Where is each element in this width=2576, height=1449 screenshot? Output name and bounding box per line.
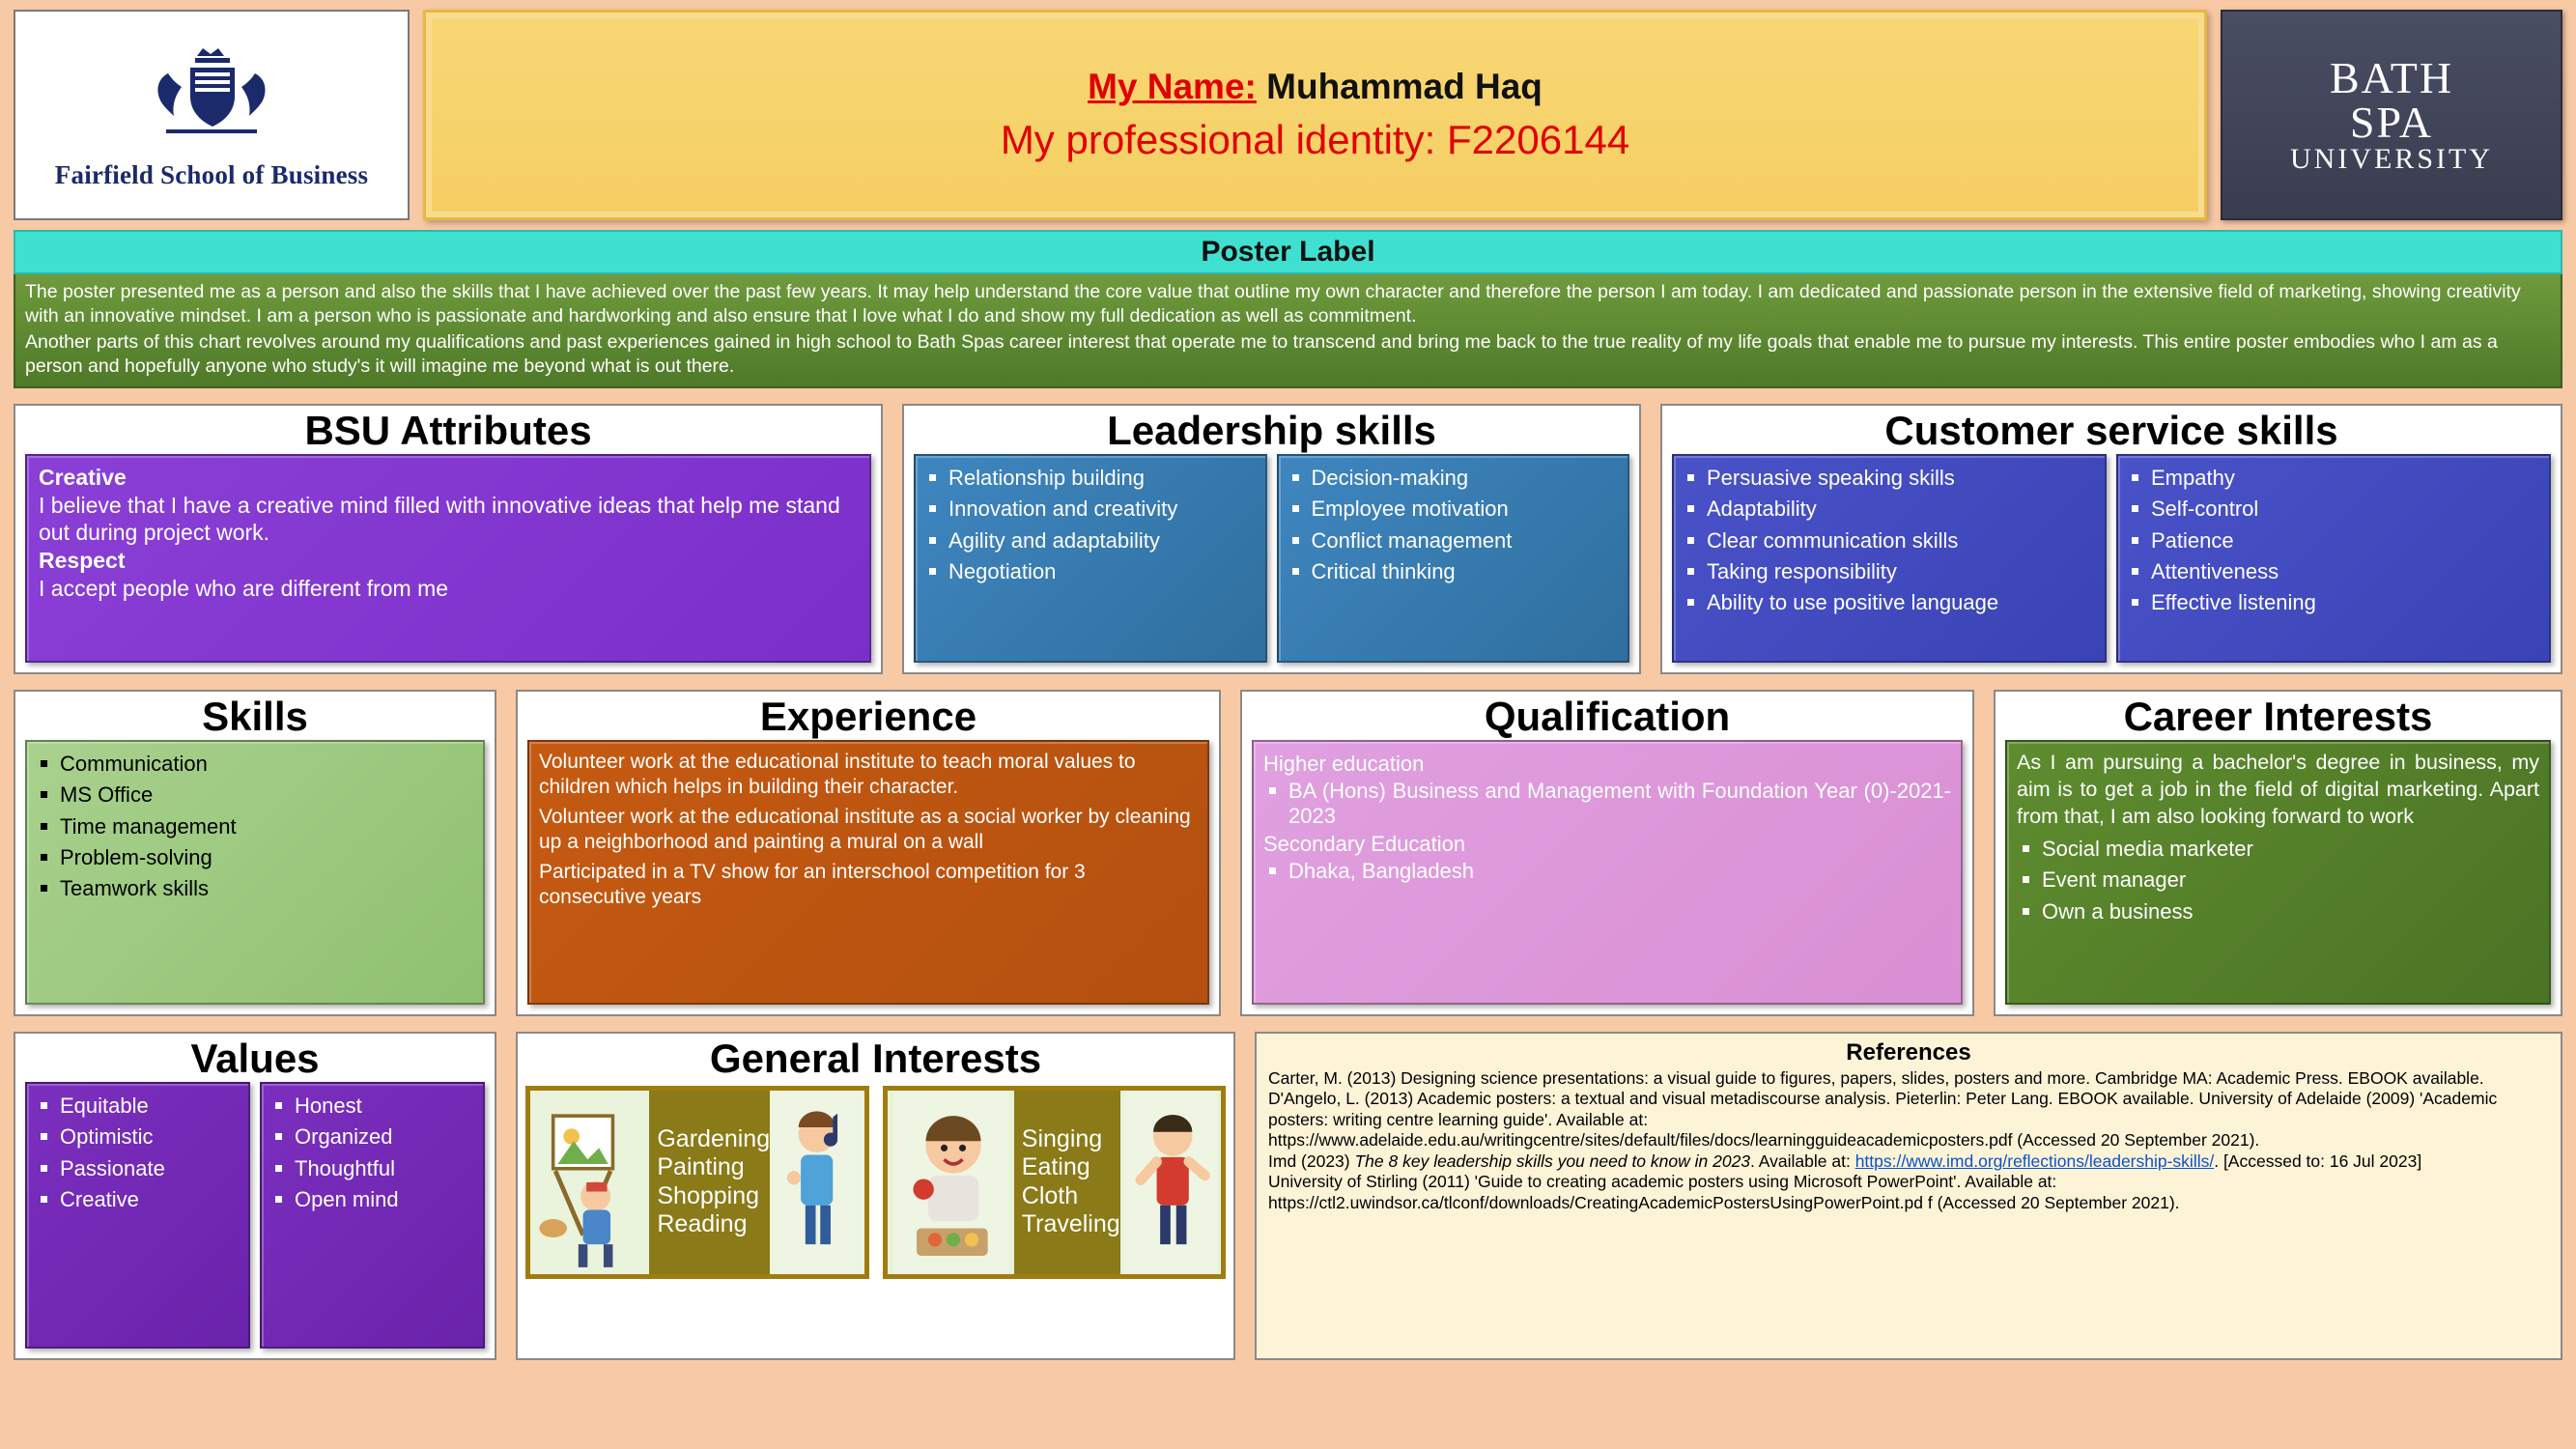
experience-heading: Experience (759, 693, 977, 739)
card-bsu-attributes (14, 404, 883, 674)
values-column-2 (260, 1082, 485, 1349)
reference-item: https://www.adelaide.edu.au/writingcentre/sites/default/files/docs/learningguideacademicposters.pdf (Accessed 20 September 2021). (1268, 1130, 2260, 1151)
child-painting-illustration (530, 1091, 649, 1274)
identity-line: My professional identity: F2206144 (1000, 117, 1630, 162)
list-item: Communication (35, 752, 475, 777)
list-item: Creative (35, 1187, 241, 1212)
creative-label: Creative (39, 464, 127, 490)
list-item: Self-control (2126, 497, 2541, 522)
customer-service-heading: Customer service skills (1884, 407, 2338, 453)
higher-education-label: Higher education (1263, 751, 1425, 776)
values-list-1 (35, 1094, 241, 1213)
list-item: Own a business (2017, 899, 2539, 924)
leadership-list-2 (1287, 466, 1621, 585)
list-item: Organized (269, 1124, 475, 1150)
imd-link[interactable]: https://www.imd.org/reflections/leadership-skills/ (1854, 1151, 2215, 1171)
bath-spa-line2: SPA (2349, 98, 2434, 147)
general-interests-words-2 (1014, 1091, 1121, 1274)
list-item: Passionate (35, 1156, 241, 1181)
interest-item: Painting (657, 1153, 745, 1181)
career-interests-panel (2005, 740, 2551, 1005)
list-item: BA (Hons) Business and Management with Foundation Year (0)-2021-2023 (1263, 779, 1951, 830)
list-item: Effective listening (2126, 590, 2541, 615)
poster-label-section (14, 230, 2562, 388)
customer-service-list-1 (1682, 466, 2097, 616)
poster-label-paragraph-1: The poster presented me as a person and also the skills that I have achieved over the past few years. It may help understand the core value that outline my own character and therefore the person I am today. I am dedicated and passionate person in the extensive field of marketing, showing creativity with an innovative mindset. I am a person who is passionate and hardworking and also ensure that I love what I do and show my full dedication as well as commitment. (25, 281, 2521, 327)
list-item: Conflict management (1287, 528, 1621, 554)
list-item: MS Office (35, 782, 475, 808)
name-label: My Name: (1088, 67, 1257, 106)
leadership-list-1 (923, 466, 1258, 585)
interest-item: Cloth (1021, 1181, 1079, 1209)
card-customer-service-skills (1660, 404, 2562, 674)
customer-service-column-1 (1672, 454, 2107, 663)
list-item: Innovation and creativity (923, 497, 1258, 522)
experience-item: Volunteer work at the educational institute as a social worker by cleaning up a neighborhood and painting a mural on a wall (539, 806, 1191, 853)
list-item: Decision-making (1287, 466, 1621, 491)
child-music-illustration (770, 1091, 863, 1274)
career-interests-heading: Career Interests (2123, 693, 2433, 739)
list-item: Open mind (269, 1187, 475, 1212)
reference-item-stirling: University of Stirling (2011) 'Guide to creating academic posters using Microsoft PowerPoint'. Available at: (1268, 1172, 2057, 1192)
general-interests-box-1 (525, 1086, 869, 1279)
general-interests-words-1 (649, 1091, 770, 1274)
skills-panel (25, 740, 485, 1005)
experience-item: Participated in a TV show for an interschool competition for 3 consecutive years (539, 861, 1086, 908)
list-item: Time management (35, 814, 475, 839)
bsu-attributes-heading: BSU Attributes (304, 407, 592, 453)
list-item: Equitable (35, 1094, 241, 1119)
higher-education-list (1263, 779, 1951, 830)
card-values (14, 1032, 496, 1360)
secondary-education-label: Secondary Education (1263, 831, 1466, 856)
school-name: Fairfield School of Business (54, 159, 369, 189)
list-item: Persuasive speaking skills (1682, 466, 2097, 491)
interest-item: Reading (657, 1210, 748, 1238)
reference-item: Carter, M. (2013) Designing science presentations: a visual guide to figures, papers, slides, posters and more. Cambridge MA: Academic Press. EBOOK available. (1268, 1067, 2484, 1088)
heraldic-crest-icon (139, 41, 284, 156)
card-experience (516, 690, 1221, 1016)
row-profile (14, 690, 2562, 1016)
imd-mid: . Available at: (1750, 1151, 1855, 1171)
list-item: Negotiation (923, 559, 1258, 584)
list-item: Patience (2126, 528, 2541, 554)
list-item: Social media marketer (2017, 837, 2539, 862)
card-leadership-skills (902, 404, 1641, 674)
list-item: Clear communication skills (1682, 528, 2097, 554)
bath-spa-line1: BATH (2329, 53, 2454, 102)
skills-list (35, 752, 475, 902)
card-qualification (1240, 690, 1974, 1016)
poster-label-body (14, 274, 2562, 388)
interest-item: Traveling (1021, 1210, 1120, 1238)
respect-text: I accept people who are different from me (39, 575, 449, 601)
reference-item-imd (1268, 1151, 2549, 1173)
poster-header (14, 10, 2562, 220)
poster-label-heading: Poster Label (14, 230, 2562, 274)
card-career-interests (1994, 690, 2562, 1016)
secondary-education-list (1263, 859, 1951, 884)
list-item: Teamwork skills (35, 876, 475, 901)
leadership-column-2 (1277, 454, 1630, 663)
list-item: Ability to use positive language (1682, 590, 2097, 615)
career-interests-text: As I am pursuing a bachelor's degree in business, my aim is to get a job in the field of digital marketing. Apart from that, I am also looking forward to work (2017, 750, 2539, 828)
name-value: Muhammad Haq (1266, 67, 1543, 106)
list-item: Dhaka, Bangladesh (1263, 859, 1951, 884)
list-item: Event manager (2017, 867, 2539, 893)
name-line (1088, 67, 1543, 107)
list-item: Problem-solving (35, 845, 475, 870)
imd-prefix: Imd (2023) (1268, 1151, 1355, 1171)
career-interests-list (2017, 837, 2539, 924)
bsu-attributes-panel (25, 454, 871, 663)
list-item: Relationship building (923, 466, 1258, 491)
customer-service-column-2 (2116, 454, 2551, 663)
leadership-column-1 (914, 454, 1267, 663)
imd-suffix: . [Accessed to: 16 Jul 2023] (2214, 1151, 2422, 1171)
fairfield-logo (14, 10, 410, 220)
list-item: Critical thinking (1287, 559, 1621, 584)
child-dancing-illustration (1120, 1091, 1221, 1274)
list-item: Taking responsibility (1682, 559, 2097, 584)
values-column-1 (25, 1082, 250, 1349)
interest-item: Singing (1021, 1124, 1103, 1152)
list-item: Empathy (2126, 466, 2541, 491)
creative-text: I believe that I have a creative mind filled with innovative ideas that help me stand out during project work. (39, 492, 840, 546)
list-item: Honest (269, 1094, 475, 1119)
general-interests-box-2 (883, 1086, 1227, 1279)
values-heading: Values (190, 1035, 320, 1081)
references-heading: References (1846, 1038, 1971, 1065)
child-eating-illustration (888, 1091, 1014, 1274)
interest-item: Gardening (657, 1124, 771, 1152)
interest-item: Eating (1021, 1153, 1090, 1181)
respect-label: Respect (39, 548, 126, 574)
card-general-interests (516, 1032, 1235, 1360)
poster-title-box (423, 10, 2207, 220)
customer-service-list-2 (2126, 466, 2541, 616)
list-item: Attentiveness (2126, 559, 2541, 584)
values-list-2 (269, 1094, 475, 1213)
references-section (1255, 1032, 2562, 1360)
poster-label-paragraph-2: Another parts of this chart revolves around my qualifications and past experiences gained in high school to Bath Spas career interest that operate me to transcend and bring me back to the true reality of my life goals that enable me to pursue my interests. This entire poster embodies who I am as a person and hopefully anyone who study's it will imagine me beyond what is out there. (25, 330, 2498, 377)
interest-item: Shopping (657, 1181, 760, 1209)
card-skills (14, 690, 496, 1016)
general-interests-heading: General Interests (709, 1035, 1042, 1081)
list-item: Employee motivation (1287, 497, 1621, 522)
qualification-panel (1252, 740, 1963, 1005)
leadership-heading: Leadership skills (1107, 407, 1436, 453)
reference-item-stirling-url: https://ctl2.uwindsor.ca/tlconf/downloads/CreatingAcademicPostersUsingPowerPoint.pd f (Accessed 20 September 2021). (1268, 1192, 2180, 1212)
imd-title: The 8 key leadership skills you need to know in 2023 (1354, 1151, 1751, 1171)
list-item: Agility and adaptability (923, 528, 1258, 554)
row-personal (14, 1032, 2562, 1360)
bath-spa-line3: UNIVERSITY (2290, 143, 2493, 175)
experience-item: Volunteer work at the educational institute to teach moral values to children which helps in building their character. (539, 750, 1136, 798)
skills-heading: Skills (202, 693, 308, 739)
bath-spa-logo (2221, 10, 2562, 220)
reference-item: D'Angelo, L. (2013) Academic posters: a textual and visual metadiscourse analysis. Pieterlin: Peter Lang. EBOOK available. University of Adelaide (2009) 'Academic posters: writing centre learning guide'. Available at: (1268, 1089, 2498, 1129)
list-item: Thoughtful (269, 1156, 475, 1181)
experience-panel (527, 740, 1209, 1005)
qualification-heading: Qualification (1484, 693, 1731, 739)
list-item: Optimistic (35, 1124, 241, 1150)
list-item: Adaptability (1682, 497, 2097, 522)
row-attributes (14, 404, 2562, 674)
